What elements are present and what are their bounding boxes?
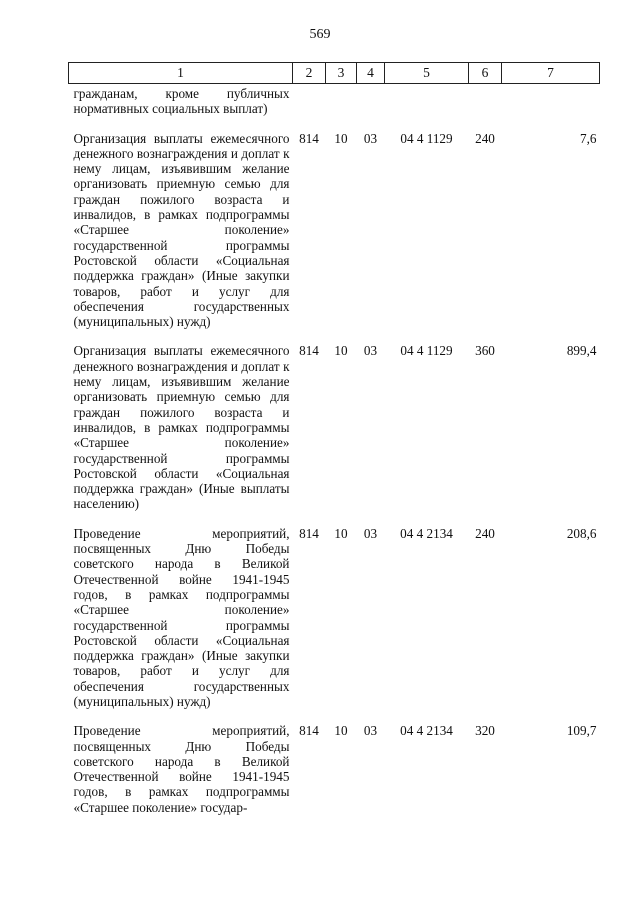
table-row bbox=[69, 512, 600, 710]
cell-amount: 899,4 bbox=[566, 343, 597, 359]
row-description: Проведение мероприятий, посвященных Дню Победы советского народа в Великой Отечественной войне 1941-1945 годов, в рамках подпрограммы «Старшее поколение» государственной программы Ростовской области «Социальная поддержка граждан» (Иные закупки товаров, работ и услуг для обеспечения государственных (муниципальных) нужд) bbox=[73, 525, 290, 709]
column-header: 3 bbox=[326, 63, 357, 84]
cell-amount: 109,7 bbox=[566, 723, 597, 739]
row-description: гражданам, кроме публичных нормативных социальных выплат) bbox=[73, 86, 290, 117]
cell-subsection: 03 bbox=[363, 343, 378, 359]
cell-expense-type: 240 bbox=[475, 130, 495, 146]
column-header: 2 bbox=[293, 63, 326, 84]
cell-amount: 208,6 bbox=[566, 525, 597, 541]
cell-amount bbox=[502, 84, 600, 117]
page-number: 569 bbox=[309, 27, 331, 42]
cell-section: 10 bbox=[334, 130, 348, 146]
row-description: Организация выплаты ежемесячного денежного вознаграждения и доплат к нему лицам, изъявившим желание организовать приемную семью для граждан пожилого возраста и инвалидов, в рамках подпрограммы «Старшее поколение» государственной программы Ростовской области «Социальная поддержка граждан» (Иные выплаты населению) bbox=[73, 343, 290, 512]
cell-ministry-code: 814 bbox=[299, 525, 319, 541]
cell-ministry-code bbox=[293, 84, 326, 117]
column-header: 7 bbox=[502, 63, 600, 84]
table-row bbox=[69, 84, 600, 117]
cell-subsection: 03 bbox=[363, 130, 378, 146]
cell-expense-type: 360 bbox=[475, 343, 495, 359]
cell-expense-type bbox=[469, 84, 502, 117]
cell-section: 10 bbox=[334, 525, 348, 541]
table-header-row bbox=[69, 63, 600, 84]
table-row bbox=[69, 117, 600, 330]
cell-target-article: 04 4 1129 bbox=[400, 343, 453, 359]
column-header: 5 bbox=[385, 63, 469, 84]
cell-subsection: 03 bbox=[363, 525, 378, 541]
cell-ministry-code: 814 bbox=[299, 723, 319, 739]
cell-target-article: 04 4 1129 bbox=[400, 130, 453, 146]
cell-target-article: 04 4 2134 bbox=[400, 723, 453, 739]
budget-table bbox=[68, 62, 600, 815]
column-header: 1 bbox=[69, 63, 293, 84]
table-row bbox=[69, 709, 600, 815]
column-header: 4 bbox=[357, 63, 385, 84]
cell-ministry-code: 814 bbox=[299, 343, 319, 359]
cell-section: 10 bbox=[334, 723, 348, 739]
cell-amount: 7,6 bbox=[580, 130, 597, 146]
cell-expense-type: 240 bbox=[475, 525, 495, 541]
cell-section bbox=[326, 84, 357, 117]
cell-target-article: 04 4 2134 bbox=[400, 525, 453, 541]
column-header: 6 bbox=[469, 63, 502, 84]
cell-ministry-code: 814 bbox=[299, 130, 319, 146]
row-description: Организация выплаты ежемесячного денежного вознаграждения и доплат к нему лицам, изъявившим желание организовать приемную семью для граждан пожилого возраста и инвалидов, в рамках подпрограммы «Старшее поколение» государственной программы Ростовской области «Социальная поддержка граждан» (Иные закупки товаров, работ и услуг для обеспечения государственных (муниципальных) нужд) bbox=[73, 130, 290, 330]
cell-subsection bbox=[357, 84, 385, 117]
row-description: Проведение мероприятий, посвященных Дню Победы советского народа в Великой Отечественной войне 1941-1945 годов, в рамках подпрограммы «Старшее поколение» государ- bbox=[73, 723, 290, 815]
table-row bbox=[69, 329, 600, 511]
cell-target-article bbox=[385, 84, 469, 117]
cell-expense-type: 320 bbox=[475, 723, 495, 739]
cell-subsection: 03 bbox=[363, 723, 378, 739]
cell-section: 10 bbox=[334, 343, 348, 359]
